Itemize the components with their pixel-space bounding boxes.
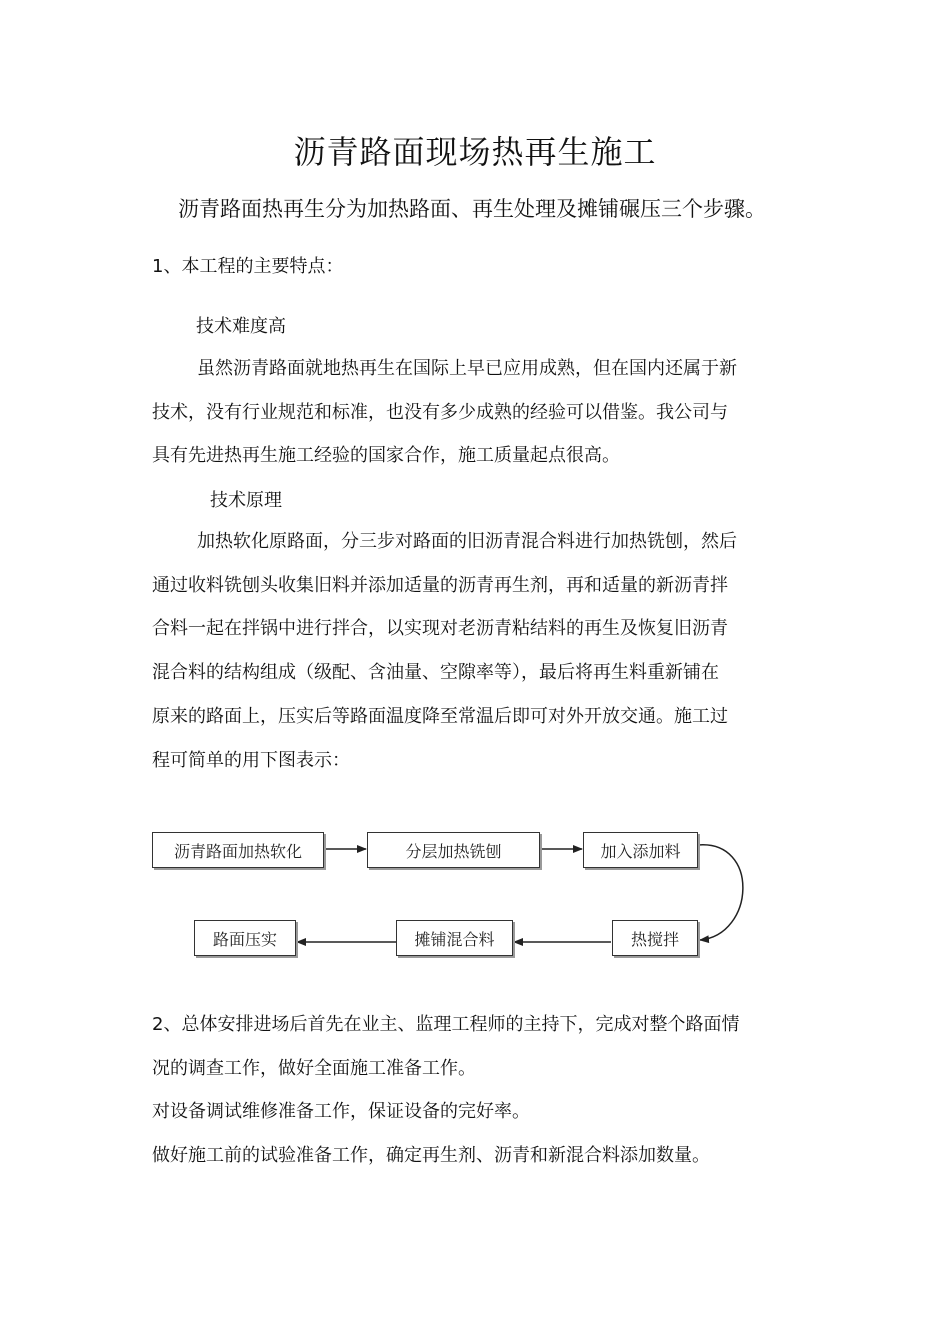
text-line: 原来的路面上，压实后等路面温度降至常温后即可对外开放交通。施工过 bbox=[152, 705, 728, 727]
flow-step-heat-soften: 沥青路面加热软化 bbox=[152, 832, 324, 868]
text-line: 具有先进热再生施工经验的国家合作，施工质量起点很高。 bbox=[152, 445, 620, 467]
subtitle: 沥青路面热再生分为加热路面、再生处理及摊铺碾压三个步骤。 bbox=[178, 197, 766, 221]
section1-heading: 1、本工程的主要特点： bbox=[152, 256, 344, 277]
flow-step-layered-milling: 分层加热铣刨 bbox=[367, 832, 540, 868]
text-line: 技术，没有行业规范和标准，也没有多少成熟的经验可以借鉴。我公司与 bbox=[152, 401, 728, 423]
text-line: 混合料的结构组成（级配、含油量、空隙率等），最后将再生料重新铺在 bbox=[152, 662, 719, 684]
text-line: 程可简单的用下图表示： bbox=[152, 749, 350, 771]
text-line: 况的调查工作，做好全面施工准备工作。 bbox=[152, 1057, 476, 1079]
text-line: 做好施工前的试验准备工作，确定再生剂、沥青和新混合料添加数量。 bbox=[152, 1145, 710, 1167]
text-line: 2、总体安排进场后首先在业主、监理工程师的主持下，完成对整个路面情 bbox=[152, 1014, 740, 1035]
page-title: 沥青路面现场热再生施工 bbox=[293, 133, 657, 171]
text-line: 虽然沥青路面就地热再生在国际上早已应用成熟，但在国内还属于新 bbox=[197, 358, 737, 379]
text-line: 合料一起在拌锅中进行拌合，以实现对老沥青粘结料的再生及恢复旧沥青 bbox=[152, 618, 728, 640]
flow-step-paving: 摊铺混合料 bbox=[396, 920, 513, 956]
section2-paragraph bbox=[152, 1003, 842, 1178]
flow-step-compaction: 路面压实 bbox=[194, 920, 296, 956]
text-line: 对设备调试维修准备工作，保证设备的完好率。 bbox=[152, 1101, 530, 1123]
item1-title: 技术难度高 bbox=[196, 316, 286, 337]
item2-title: 技术原理 bbox=[210, 490, 282, 511]
arrow-3-4 bbox=[698, 845, 743, 940]
flow-step-hot-mixing: 热搅拌 bbox=[612, 920, 698, 956]
flow-step-add-additive: 加入添加料 bbox=[583, 832, 698, 868]
text-line: 通过收料铣刨头收集旧料并添加适量的沥青再生剂，再和适量的新沥青拌 bbox=[152, 574, 728, 596]
text-line: 加热软化原路面，分三步对路面的旧沥青混合料进行加热铣刨，然后 bbox=[197, 531, 737, 552]
